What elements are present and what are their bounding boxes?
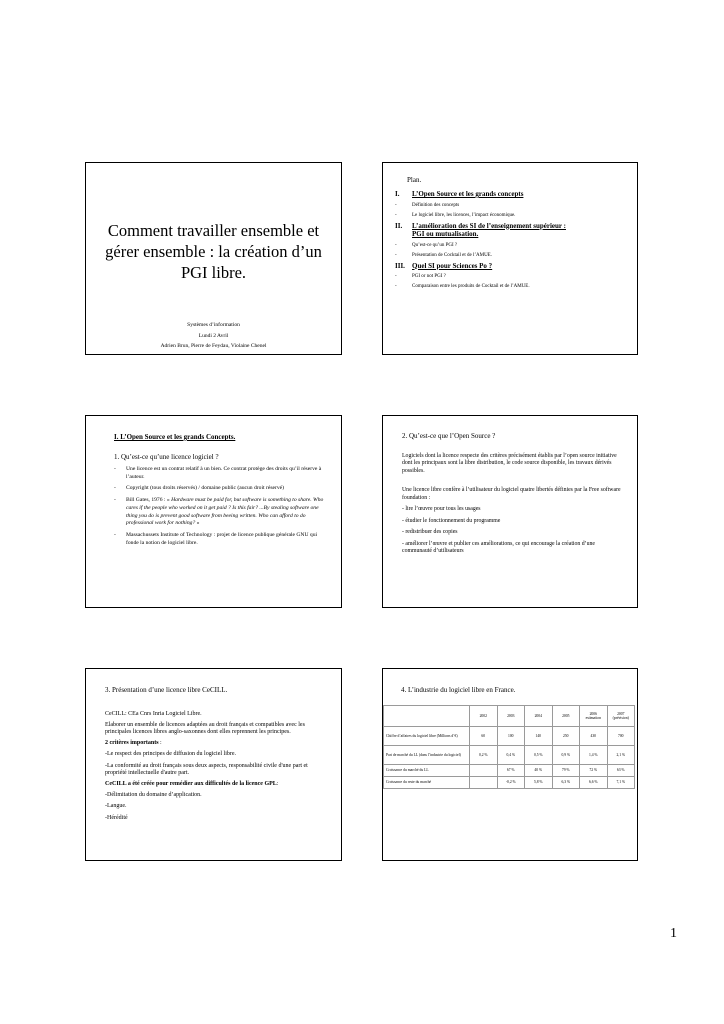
table-cell: 40 % — [525, 765, 553, 777]
slide-open-source-concepts — [85, 415, 342, 608]
list-item: - Massachussets Institute of Technology : projet de licence publique générale GNU qui fonde la notion de logiciel libre. — [114, 532, 327, 547]
gpl-item: -Langue. — [105, 803, 127, 810]
table-row — [384, 746, 635, 765]
table-cell — [384, 706, 470, 727]
list-item: - Copyright (tous droits réservés) / domaine public (aucun droit réservé) — [114, 485, 327, 493]
table-cell: 5,8 % — [525, 777, 553, 789]
table-row — [384, 727, 635, 746]
table-cell: 0,9 % — [552, 746, 580, 765]
freedom-item: - redistribuer des copies — [402, 529, 458, 535]
slide-3-question: 1. Qu’est-ce qu’une licence logiciel ? — [114, 453, 219, 461]
gpl-item: -Hérédité — [105, 814, 128, 821]
plan-item: - Présentation de Cocktail et de l’AMUE. — [395, 252, 627, 259]
plan-item: - Définition des concepts — [395, 202, 627, 209]
table-cell: 7,1 % — [607, 777, 635, 789]
list-item: - Une licence est un contrat relatif à un bien. Ce contrat protège des droits qu’il réserve à l’auteur. — [114, 466, 327, 481]
slide-industry-france — [382, 668, 638, 861]
table-cell: 0,2 % — [470, 746, 498, 765]
table-cell: 430 — [580, 727, 608, 746]
table-cell: 2005 — [552, 706, 580, 727]
criteria-title: 2 critères importants : — [105, 740, 162, 747]
table-row — [384, 765, 635, 777]
table-cell: 100 — [497, 727, 525, 746]
plan-section-2: II. L’amélioration des SI de l’enseignement supérieur : PGI ou mutualisation. — [395, 221, 566, 238]
table-cell: 2003 — [497, 706, 525, 727]
plan-title: Plan. — [407, 176, 422, 184]
paragraph: Logiciels dont la licence respecte des critères précisément établis par l’open source initiative dont les principaux sont la libre distribution, le code source disponible, les travaux dérivés possibles. — [402, 452, 617, 474]
paragraph: Une licence libre confère à l’utilisateur du logiciel quatre libertés définies par la Free software foundation : — [402, 487, 621, 501]
list-item-quote: - Bill Gates, 1976 : « Hardware must be paid for, but software is something to share. Who cares if the people who worked on it get paid ? Is this fair? ...By stealing software one thing you do is prevent good software from beeing written. Who can afford to do professional work for nothing? » — [114, 497, 327, 528]
criteria-item: -Le respect des principes de diffusion du logiciel libre. — [105, 751, 237, 758]
paragraph: Elaborer un ensemble de licences adaptées au droit français et compatibles avec les principales licences libres anglo-saxonnes dont elles reprennent les principes. — [105, 721, 305, 736]
table-cell: 700 — [607, 727, 635, 746]
table-cell: -0,2 % — [497, 777, 525, 789]
plan-section-1: I. L’Open Source et les grands concepts — [395, 190, 524, 198]
plan-item: - Comparaison entre les produits de Cocktail et de l’AMUE. — [395, 283, 627, 290]
paragraph: CeCILL: CEa Cnrs Inria Logiciel Libre. — [105, 710, 202, 717]
table-cell: 6,6 % — [580, 777, 608, 789]
freedom-item: - étudier le fonctionnement du programme — [402, 517, 501, 524]
gpl-title: CeCILL a été créée pour remédier aux difficultés de la licence GPL: — [105, 781, 279, 788]
slide-cecill — [85, 668, 342, 861]
table-cell: Part de marché du LL (dans l’industrie du logiciel) — [384, 746, 470, 765]
table-cell: 6,3 % — [552, 777, 580, 789]
table-cell: 2006 estimation — [580, 706, 608, 727]
table-cell: 79 % — [552, 765, 580, 777]
table-cell: 2002 — [470, 706, 498, 727]
slide-6-heading: 4. L’industrie du logiciel libre en France. — [401, 686, 516, 694]
table-cell: 250 — [552, 727, 580, 746]
table-header-row — [384, 706, 635, 727]
table-cell: 1,4 % — [580, 746, 608, 765]
industry-table — [383, 705, 635, 789]
table-cell — [470, 765, 498, 777]
table-cell: 2007 (prévision) — [607, 706, 635, 727]
table-cell: 67 % — [497, 765, 525, 777]
slide-plan — [382, 162, 638, 355]
plan-item: - PGI or not PGI ? — [395, 273, 627, 280]
plan-item: - Qu’est-ce qu’un PGI ? — [395, 242, 627, 249]
plan-item: - Le logiciel libre, les licences, l’impact économique. — [395, 212, 627, 219]
table-cell: 2,1 % — [607, 746, 635, 765]
table-cell: 0,4 % — [497, 746, 525, 765]
slide-4-heading: 2. Qu’est-ce que l’Open Source ? — [402, 432, 496, 440]
table-row — [384, 777, 635, 789]
criteria-item: -La conformité au droit français sous deux aspects, responsabilité civile d'une part et propriété intellectuelle d'autre part. — [105, 762, 308, 777]
plan-section-3: III. Quel SI pour Sciences Po ? — [395, 261, 493, 270]
table-cell: 2004 — [525, 706, 553, 727]
table-cell: 63 % — [607, 765, 635, 777]
slide-5-heading: 3. Présentation d’une licence libre CeCILL. — [105, 686, 228, 694]
freedom-item: - lire l’œuvre pour tous les usages — [402, 506, 481, 512]
slide-3-heading: I. L’Open Source et les grands Concepts. — [114, 433, 236, 441]
freedom-item: - améliorer l’œuvre et publier ces améliorations, ce qui encourage la création d’une communauté d’utilisateurs — [402, 540, 595, 554]
page-number: 1 — [670, 926, 677, 941]
slide-what-is-open-source — [382, 415, 638, 608]
table-cell: 60 — [470, 727, 498, 746]
table-cell: Croissance du reste du marché — [384, 777, 470, 789]
table-cell: Croissance du marché du LL — [384, 765, 470, 777]
gpl-item: -Délimitation du domaine d’application. — [105, 792, 202, 799]
table-cell — [470, 777, 498, 789]
slide-title — [85, 162, 342, 355]
table-cell: 72 % — [580, 765, 608, 777]
slide-1-title: Comment travailler ensemble et gérer ensemble : la création d’un PGI libre. — [105, 221, 322, 282]
table-cell: 140 — [525, 727, 553, 746]
table-cell: 0,5 % — [525, 746, 553, 765]
table-cell: Chiffre d’affaires du logiciel libre (Millions d’€) — [384, 727, 470, 746]
slide-1-footer: Systèmes d’information Lundi 2 Avril Adrien Brun, Pierre de Feydau, Violaine Chenel — [160, 322, 267, 349]
